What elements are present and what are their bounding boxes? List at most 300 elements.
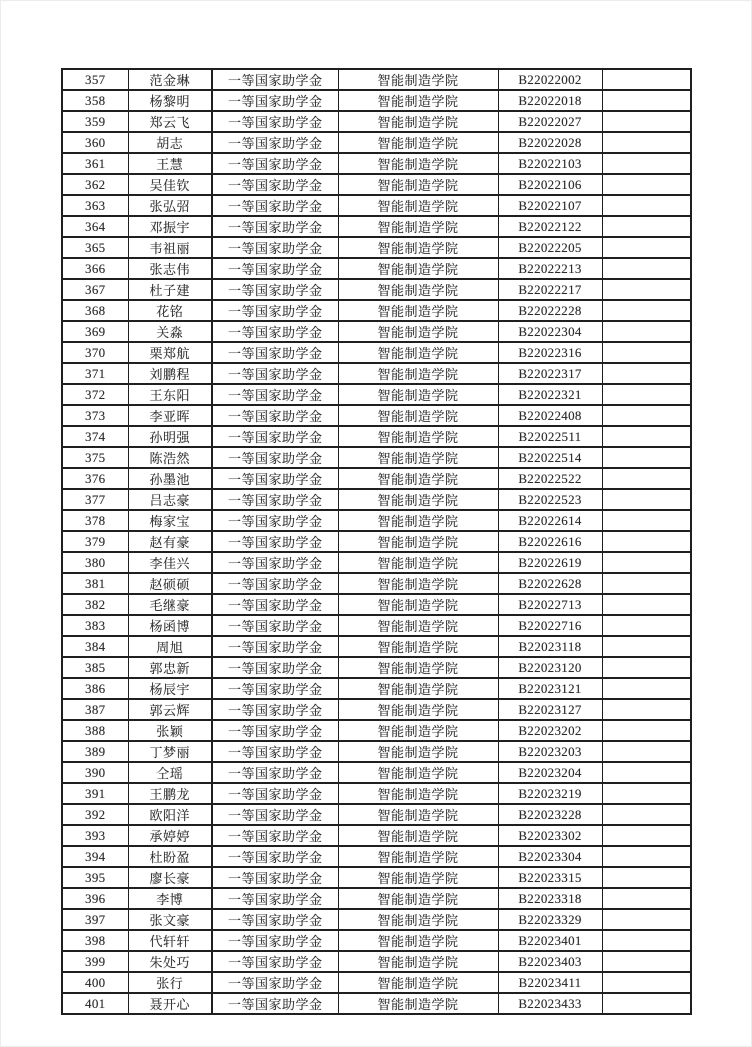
cell-no: 358 [62,90,128,111]
cell-no: 389 [62,741,128,762]
table-row [62,510,691,531]
cell-name: 张志伟 [128,258,212,279]
cell-grant: 一等国家助学金 [212,342,338,363]
cell-grant: 一等国家助学金 [212,510,338,531]
cell-name: 杨辰宇 [128,678,212,699]
cell-grant: 一等国家助学金 [212,447,338,468]
cell-note [602,363,691,384]
cell-name: 栗郑航 [128,342,212,363]
cell-name: 范金琳 [128,69,212,90]
cell-no: 387 [62,699,128,720]
cell-note [602,342,691,363]
cell-grant: 一等国家助学金 [212,573,338,594]
table-row [62,447,691,468]
table-row [62,237,691,258]
cell-grant: 一等国家助学金 [212,111,338,132]
table-row [62,342,691,363]
cell-student-id: B22022217 [498,279,602,300]
cell-student-id: B22022106 [498,174,602,195]
cell-college: 智能制造学院 [338,300,498,321]
cell-note [602,258,691,279]
cell-no: 392 [62,804,128,825]
cell-note [602,384,691,405]
cell-note [602,720,691,741]
cell-grant: 一等国家助学金 [212,720,338,741]
cell-name: 赵有豪 [128,531,212,552]
table-row [62,594,691,615]
cell-no: 361 [62,153,128,174]
cell-name: 杜子建 [128,279,212,300]
cell-note [602,993,691,1014]
cell-grant: 一等国家助学金 [212,69,338,90]
table-row [62,363,691,384]
cell-college: 智能制造学院 [338,279,498,300]
cell-student-id: B22022614 [498,510,602,531]
cell-college: 智能制造学院 [338,699,498,720]
cell-name: 周旭 [128,636,212,657]
cell-student-id: B22023203 [498,741,602,762]
cell-college: 智能制造学院 [338,993,498,1014]
cell-college: 智能制造学院 [338,657,498,678]
cell-name: 陈浩然 [128,447,212,468]
cell-name: 韦祖丽 [128,237,212,258]
table-row [62,321,691,342]
table-row [62,111,691,132]
table-row [62,384,691,405]
cell-grant: 一等国家助学金 [212,195,338,216]
cell-note [602,615,691,636]
cell-student-id: B22022028 [498,132,602,153]
cell-college: 智能制造学院 [338,237,498,258]
cell-note [602,153,691,174]
cell-grant: 一等国家助学金 [212,594,338,615]
cell-college: 智能制造学院 [338,510,498,531]
cell-name: 王鹏龙 [128,783,212,804]
cell-no: 384 [62,636,128,657]
cell-name: 郑云飞 [128,111,212,132]
cell-no: 369 [62,321,128,342]
table-row [62,846,691,867]
cell-name: 梅家宝 [128,510,212,531]
cell-college: 智能制造学院 [338,258,498,279]
cell-no: 365 [62,237,128,258]
cell-grant: 一等国家助学金 [212,174,338,195]
cell-no: 391 [62,783,128,804]
cell-no: 398 [62,930,128,951]
cell-student-id: B22022107 [498,195,602,216]
cell-student-id: B22022522 [498,468,602,489]
cell-college: 智能制造学院 [338,405,498,426]
cell-student-id: B22022616 [498,531,602,552]
table-row [62,405,691,426]
cell-grant: 一等国家助学金 [212,930,338,951]
cell-college: 智能制造学院 [338,384,498,405]
cell-note [602,972,691,993]
cell-no: 396 [62,888,128,909]
table-row [62,468,691,489]
cell-name: 毛继豪 [128,594,212,615]
cell-no: 393 [62,825,128,846]
cell-grant: 一等国家助学金 [212,216,338,237]
cell-no: 364 [62,216,128,237]
table-row [62,993,691,1014]
cell-note [602,741,691,762]
cell-grant: 一等国家助学金 [212,972,338,993]
table-row [62,195,691,216]
cell-student-id: B22022304 [498,321,602,342]
table-row [62,804,691,825]
cell-college: 智能制造学院 [338,363,498,384]
cell-college: 智能制造学院 [338,846,498,867]
table-row [62,258,691,279]
cell-college: 智能制造学院 [338,951,498,972]
cell-college: 智能制造学院 [338,468,498,489]
cell-name: 孙墨池 [128,468,212,489]
cell-note [602,573,691,594]
cell-student-id: B22022317 [498,363,602,384]
table-row [62,132,691,153]
cell-name: 聂开心 [128,993,212,1014]
cell-student-id: B22022213 [498,258,602,279]
cell-grant: 一等国家助学金 [212,762,338,783]
cell-name: 欧阳洋 [128,804,212,825]
cell-no: 360 [62,132,128,153]
cell-no: 390 [62,762,128,783]
cell-student-id: B22023120 [498,657,602,678]
cell-note [602,489,691,510]
cell-no: 380 [62,552,128,573]
cell-student-id: B22022716 [498,615,602,636]
cell-college: 智能制造学院 [338,90,498,111]
cell-note [602,321,691,342]
cell-name: 李博 [128,888,212,909]
cell-name: 花铭 [128,300,212,321]
cell-student-id: B22023318 [498,888,602,909]
cell-college: 智能制造学院 [338,825,498,846]
cell-name: 张行 [128,972,212,993]
cell-note [602,174,691,195]
cell-name: 李佳兴 [128,552,212,573]
cell-no: 373 [62,405,128,426]
cell-name: 关淼 [128,321,212,342]
cell-college: 智能制造学院 [338,804,498,825]
cell-no: 382 [62,594,128,615]
cell-name: 仝瑶 [128,762,212,783]
cell-note [602,405,691,426]
cell-grant: 一等国家助学金 [212,279,338,300]
cell-no: 378 [62,510,128,531]
cell-note [602,552,691,573]
cell-no: 379 [62,531,128,552]
cell-name: 承婷婷 [128,825,212,846]
table-row [62,741,691,762]
cell-note [602,636,691,657]
cell-college: 智能制造学院 [338,867,498,888]
cell-name: 李亚晖 [128,405,212,426]
cell-note [602,888,691,909]
cell-student-id: B22023315 [498,867,602,888]
cell-grant: 一等国家助学金 [212,489,338,510]
cell-student-id: B22023204 [498,762,602,783]
cell-grant: 一等国家助学金 [212,846,338,867]
cell-name: 张颖 [128,720,212,741]
cell-college: 智能制造学院 [338,909,498,930]
cell-note [602,132,691,153]
table-row [62,552,691,573]
cell-grant: 一等国家助学金 [212,699,338,720]
cell-student-id: B22023202 [498,720,602,741]
cell-student-id: B22022316 [498,342,602,363]
cell-name: 张弘弨 [128,195,212,216]
cell-college: 智能制造学院 [338,447,498,468]
cell-grant: 一等国家助学金 [212,132,338,153]
cell-note [602,867,691,888]
cell-note [602,951,691,972]
cell-student-id: B22022205 [498,237,602,258]
cell-grant: 一等国家助学金 [212,468,338,489]
cell-no: 383 [62,615,128,636]
cell-note [602,237,691,258]
cell-grant: 一等国家助学金 [212,636,338,657]
cell-name: 杨黎明 [128,90,212,111]
cell-no: 397 [62,909,128,930]
table-row [62,972,691,993]
cell-note [602,426,691,447]
cell-no: 357 [62,69,128,90]
cell-grant: 一等国家助学金 [212,363,338,384]
cell-college: 智能制造学院 [338,972,498,993]
cell-no: 395 [62,867,128,888]
cell-no: 400 [62,972,128,993]
cell-college: 智能制造学院 [338,888,498,909]
cell-note [602,762,691,783]
table-row [62,867,691,888]
cell-grant: 一等国家助学金 [212,531,338,552]
cell-no: 362 [62,174,128,195]
cell-name: 郭云辉 [128,699,212,720]
cell-student-id: B22022122 [498,216,602,237]
cell-student-id: B22022103 [498,153,602,174]
cell-grant: 一等国家助学金 [212,993,338,1014]
cell-college: 智能制造学院 [338,153,498,174]
cell-note [602,216,691,237]
cell-note [602,825,691,846]
cell-grant: 一等国家助学金 [212,426,338,447]
cell-student-id: B22022619 [498,552,602,573]
cell-student-id: B22023401 [498,930,602,951]
cell-name: 朱处巧 [128,951,212,972]
table-row [62,783,691,804]
cell-note [602,468,691,489]
cell-name: 王慧 [128,153,212,174]
cell-grant: 一等国家助学金 [212,825,338,846]
cell-student-id: B22023411 [498,972,602,993]
table-row [62,216,691,237]
table-row [62,720,691,741]
cell-student-id: B22022228 [498,300,602,321]
cell-college: 智能制造学院 [338,321,498,342]
cell-no: 372 [62,384,128,405]
cell-no: 376 [62,468,128,489]
cell-name: 杨函博 [128,615,212,636]
cell-grant: 一等国家助学金 [212,552,338,573]
cell-no: 401 [62,993,128,1014]
table-row [62,489,691,510]
cell-no: 368 [62,300,128,321]
cell-grant: 一等国家助学金 [212,678,338,699]
scholarship-table-body [62,69,691,1014]
cell-grant: 一等国家助学金 [212,657,338,678]
cell-note [602,930,691,951]
cell-name: 郭忠新 [128,657,212,678]
cell-college: 智能制造学院 [338,195,498,216]
cell-grant: 一等国家助学金 [212,888,338,909]
cell-name: 丁梦丽 [128,741,212,762]
cell-note [602,804,691,825]
cell-grant: 一等国家助学金 [212,867,338,888]
cell-note [602,699,691,720]
cell-college: 智能制造学院 [338,741,498,762]
cell-no: 366 [62,258,128,279]
cell-college: 智能制造学院 [338,720,498,741]
table-row [62,300,691,321]
cell-grant: 一等国家助学金 [212,237,338,258]
cell-student-id: B22022511 [498,426,602,447]
cell-student-id: B22022018 [498,90,602,111]
cell-note [602,531,691,552]
table-row [62,951,691,972]
cell-student-id: B22022713 [498,594,602,615]
cell-grant: 一等国家助学金 [212,741,338,762]
table-row [62,69,691,90]
cell-name: 吴佳钦 [128,174,212,195]
cell-college: 智能制造学院 [338,573,498,594]
cell-student-id: B22022027 [498,111,602,132]
cell-grant: 一等国家助学金 [212,951,338,972]
cell-student-id: B22023127 [498,699,602,720]
cell-no: 375 [62,447,128,468]
cell-note [602,909,691,930]
table-row [62,426,691,447]
cell-no: 370 [62,342,128,363]
cell-grant: 一等国家助学金 [212,258,338,279]
cell-student-id: B22022408 [498,405,602,426]
table-row [62,573,691,594]
table-row [62,678,691,699]
cell-college: 智能制造学院 [338,531,498,552]
cell-college: 智能制造学院 [338,762,498,783]
cell-name: 赵硕硕 [128,573,212,594]
cell-name: 王东阳 [128,384,212,405]
cell-name: 胡志 [128,132,212,153]
cell-note [602,69,691,90]
cell-name: 杜盼盈 [128,846,212,867]
cell-note [602,846,691,867]
cell-college: 智能制造学院 [338,678,498,699]
cell-college: 智能制造学院 [338,174,498,195]
cell-no: 394 [62,846,128,867]
cell-grant: 一等国家助学金 [212,804,338,825]
cell-grant: 一等国家助学金 [212,153,338,174]
cell-grant: 一等国家助学金 [212,783,338,804]
cell-name: 张文豪 [128,909,212,930]
cell-student-id: B22023219 [498,783,602,804]
cell-student-id: B22022514 [498,447,602,468]
cell-no: 367 [62,279,128,300]
cell-college: 智能制造学院 [338,615,498,636]
cell-no: 363 [62,195,128,216]
cell-college: 智能制造学院 [338,216,498,237]
cell-note [602,90,691,111]
cell-name: 廖长豪 [128,867,212,888]
cell-college: 智能制造学院 [338,132,498,153]
cell-grant: 一等国家助学金 [212,321,338,342]
scholarship-table [61,68,692,1015]
table-row [62,699,691,720]
table-row [62,909,691,930]
cell-note [602,447,691,468]
cell-college: 智能制造学院 [338,930,498,951]
table-row [62,825,691,846]
cell-grant: 一等国家助学金 [212,615,338,636]
cell-no: 377 [62,489,128,510]
cell-college: 智能制造学院 [338,342,498,363]
cell-student-id: B22023228 [498,804,602,825]
cell-student-id: B22023304 [498,846,602,867]
cell-name: 吕志豪 [128,489,212,510]
cell-note [602,300,691,321]
cell-grant: 一等国家助学金 [212,90,338,111]
table-row [62,636,691,657]
cell-college: 智能制造学院 [338,111,498,132]
cell-college: 智能制造学院 [338,552,498,573]
cell-grant: 一等国家助学金 [212,405,338,426]
cell-no: 374 [62,426,128,447]
table-row [62,888,691,909]
cell-no: 399 [62,951,128,972]
cell-student-id: B22022523 [498,489,602,510]
cell-name: 孙明强 [128,426,212,447]
cell-college: 智能制造学院 [338,636,498,657]
table-row [62,90,691,111]
cell-student-id: B22023403 [498,951,602,972]
cell-student-id: B22022002 [498,69,602,90]
cell-student-id: B22023118 [498,636,602,657]
cell-student-id: B22022628 [498,573,602,594]
cell-note [602,657,691,678]
cell-student-id: B22023121 [498,678,602,699]
cell-student-id: B22023302 [498,825,602,846]
cell-college: 智能制造学院 [338,69,498,90]
cell-grant: 一等国家助学金 [212,300,338,321]
cell-note [602,678,691,699]
table-row [62,657,691,678]
cell-no: 359 [62,111,128,132]
cell-no: 385 [62,657,128,678]
cell-college: 智能制造学院 [338,594,498,615]
cell-note [602,111,691,132]
table-row [62,930,691,951]
table-row [62,279,691,300]
cell-college: 智能制造学院 [338,489,498,510]
cell-name: 代轩轩 [128,930,212,951]
cell-no: 386 [62,678,128,699]
cell-note [602,195,691,216]
table-row [62,615,691,636]
cell-note [602,510,691,531]
cell-no: 381 [62,573,128,594]
table-row [62,174,691,195]
